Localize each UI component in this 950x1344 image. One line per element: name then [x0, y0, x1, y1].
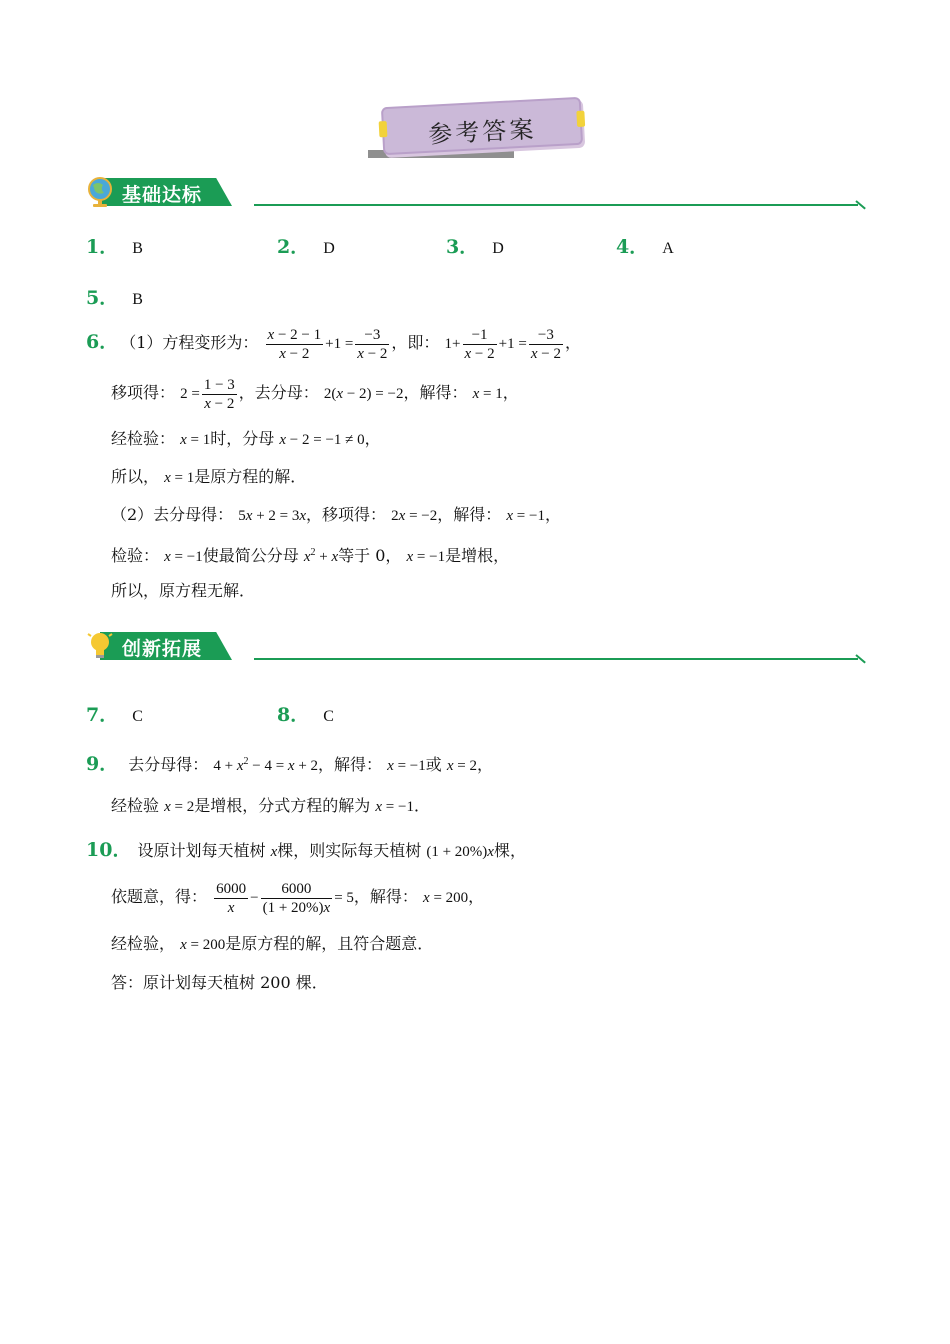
q10-line-1: 10． 设原计划每天植树 x棵，则实际每天植树 (1 + 20%)x棵， [86, 839, 526, 861]
q9-line-2: 经检验 x = 2是增根，分式方程的解为 x = −1． [111, 796, 430, 815]
answer-item: 4． A [616, 236, 674, 258]
equation: 2x = −2 [391, 508, 438, 524]
q6-line-5: （2）去分母得： 5x + 2 = 3x，移项得： 2x = −2，解得： x = −1， [111, 505, 561, 524]
equation: x = 1 [472, 385, 503, 402]
equation: $4 + x^2 - 4 = x + 2$ [213, 756, 319, 774]
section-divider [254, 204, 858, 206]
page-title: 参考答案 [427, 115, 537, 149]
section-title: 创新拓展 [122, 638, 203, 660]
equation: 2 = $\frac{1 - 3}{x - 2}$ [180, 377, 235, 412]
equation: 5x + 2 = 3x [238, 508, 307, 524]
equation: 1+ $\frac{-1}{x - 2}$ +1 = $\frac{-3}{x - 2}$ [444, 327, 561, 362]
q10-line-3: 经检验， x = 200是原方程的解，且符合题意． [111, 934, 434, 953]
answer-item: 2． D [277, 236, 335, 258]
lightbulb-icon [86, 630, 114, 662]
q6-line-7: 所以，原方程无解． [111, 581, 256, 600]
equation: x = −1 [375, 799, 414, 815]
section-divider [254, 658, 858, 660]
equation: (1 + 20%)x [426, 844, 494, 860]
q10-line-2: 依题意，得： $\frac{6000}{x}$ − $\frac{6000}{(1 + 20\%)x}$ = 5，解得： x = 200， [111, 881, 485, 916]
equation: x [270, 844, 278, 860]
equation: x = −1 [387, 758, 426, 774]
equation: x = 1 [164, 470, 195, 486]
answer-item: 1． B [86, 236, 143, 258]
choice-row-1 [0, 232, 950, 262]
choice-row-3 [0, 700, 950, 730]
equation: 2(x − 2) = −2 [323, 385, 404, 402]
title-box [381, 97, 583, 155]
equation: x = 2 [164, 799, 195, 815]
title-banner [366, 96, 586, 162]
equation: x = 2 [446, 758, 477, 774]
answer-item: 5． B [86, 287, 143, 309]
section-header-basic [86, 178, 866, 218]
globe-icon [86, 176, 114, 208]
q6-line-6: 检验： x = −1使最简公分母 $x^2 + x$等于 0， x = −1是增根， [111, 546, 510, 565]
answer-item: 8． C [277, 704, 334, 726]
section-title: 基础达标 [122, 184, 203, 206]
q9-line-1: 9． 去分母得： $4 + x^2 - 4 = x + 2$，解得： x = −1或 x = 2， [86, 753, 494, 775]
choice-row-2 [0, 283, 950, 313]
equation: x − 2 = −1 ≠ 0 [279, 432, 365, 448]
equation: x = 200 [180, 937, 226, 953]
equation: $x^2 + x$ [303, 547, 339, 565]
equation: $\frac{x - 2 - 1}{x - 2}$ +1 = $\frac{-3}{x - 2}$ [267, 327, 388, 362]
answer-item: 3． D [446, 236, 504, 258]
q6-line-2: 移项得： 2 = $\frac{1 - 3}{x - 2}$ ，去分母： 2(x − 2) = −2，解得： x = 1， [111, 377, 519, 412]
answer-item: 7． C [86, 704, 143, 726]
equation: x = 200 [423, 889, 469, 906]
equation: x = −1 [406, 549, 446, 565]
equation: x = −1 [164, 549, 203, 565]
equation: $\frac{6000}{x}$ − $\frac{6000}{(1 + 20\%)x}$ = 5 [216, 881, 354, 916]
equation: x = 1 [180, 432, 211, 448]
equation: x = −1 [506, 508, 545, 524]
q6-line-4: 所以， x = 1是原方程的解． [111, 467, 307, 486]
q6-line-3: 经检验： x = 1时，分母 x − 2 = −1 ≠ 0， [111, 429, 381, 448]
section-header-extension [86, 632, 866, 672]
q6-line-1: 6． （1）方程变形为： $\frac{x - 2 - 1}{x - 2}$ +1 = $\frac{-3}{x - 2}$ ，即： 1+ $\frac{-1}{x - 2}$ +1 = $\frac{-3}{x - 2}$ ， [86, 327, 581, 362]
q10-line-4: 答：原计划每天植树 200 棵． [111, 973, 328, 992]
